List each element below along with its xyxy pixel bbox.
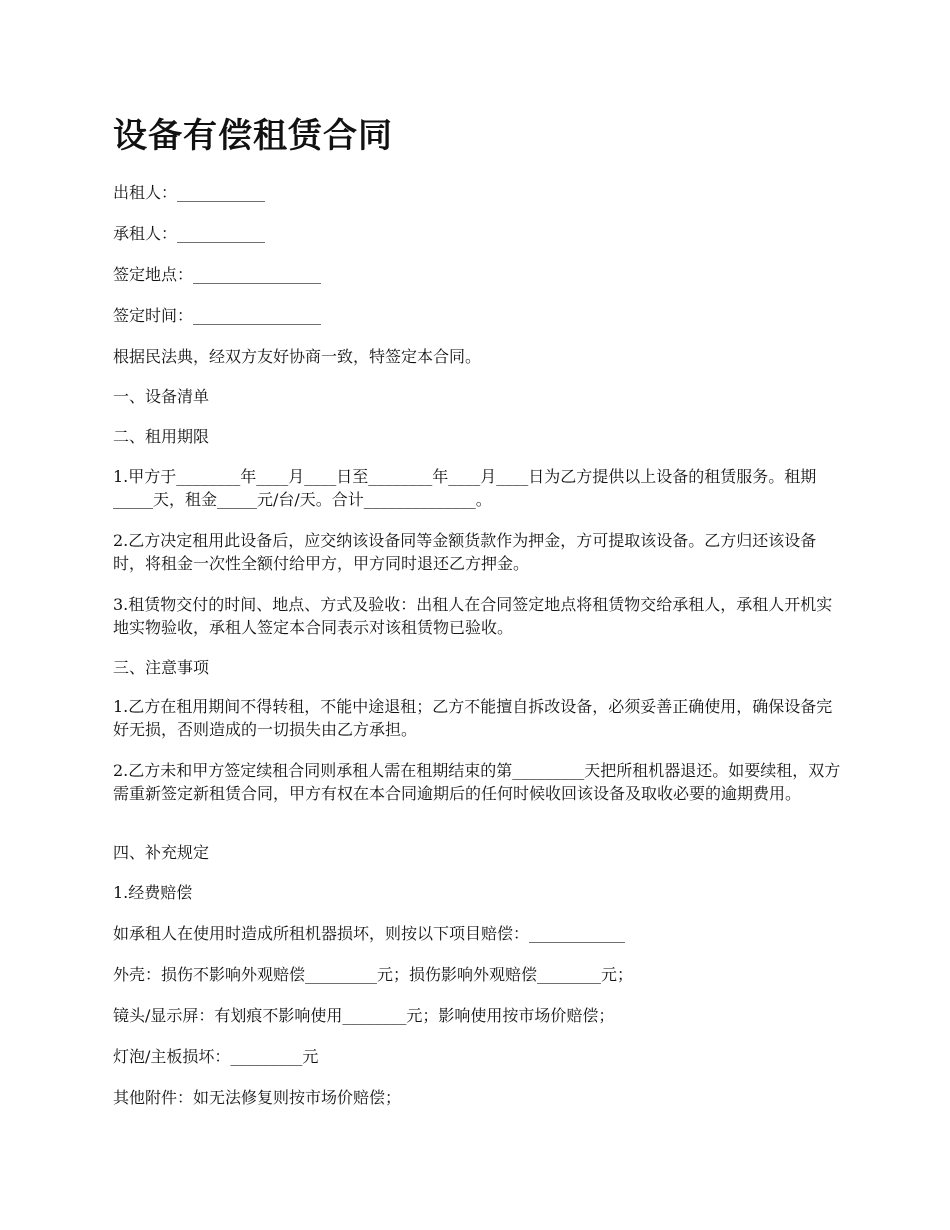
clause-bulb-board-compensation: 灯泡/主板损坏：_________元 [113,1047,319,1066]
section-heading-notes: 三、注意事项 [113,658,210,677]
clause-renewal: 2.乙方未和甲方签定续租合同则承租人需在租期结束的第_________天把所租机器退还。如要续租，双方需重新签定新租赁合同，甲方有权在本合同逾期后的任何时候收回该设备及取收必要的逾期费用。 [113,761,841,803]
signing-time-field: 签定时间：________________ [113,306,322,325]
section-heading-lease-term: 二、租用期限 [113,427,210,446]
section-heading-supplementary: 四、补充规定 [113,843,210,862]
clause-compensation-heading: 1.经费赔偿 [113,883,193,902]
lessor-field: 出租人：___________ [113,183,266,202]
clause-casing-compensation: 外壳：损伤不影响外观赔偿_________元；损伤影响外观赔偿________元； [113,965,634,984]
signing-location-field: 签定地点：________________ [113,265,322,284]
clause-lease-period: 1.甲方于________年____月____日至________年____月____日为乙方提供以上设备的租赁服务。租期_____天，租金_____元/台/天。合计______________。 [113,467,817,509]
document-title: 设备有偿租赁合同 [113,116,393,156]
preamble: 根据民法典，经双方友好协商一致，特签定本合同。 [113,347,482,366]
lessee-field: 承租人：___________ [113,224,266,243]
clause-deposit: 2.乙方决定租用此设备后，应交纳该设备同等金额货款作为押金，方可提取该设备。乙方归还该设备时，将租金一次性全额付给甲方，甲方同时退还乙方押金。 [113,531,817,573]
clause-other-accessories: 其他附件：如无法修复则按市场价赔偿； [113,1088,402,1107]
section-heading-equipment-list: 一、设备清单 [113,387,210,406]
clause-compensation-intro: 如承租人在使用时造成所租机器损坏，则按以下项目赔偿：____________ [113,924,626,943]
clause-no-sublease: 1.乙方在租用期间不得转租，不能中途退租；乙方不能擅自拆改设备，必须妥善正确使用，确保设备完好无损，否则造成的一切损失由乙方承担。 [113,697,833,739]
clause-delivery-acceptance: 3.租赁物交付的时间、地点、方式及验收：出租人在合同签定地点将租赁物交给承租人，承租人开机实地实物验收，承租人签定本合同表示对该租赁物已验收。 [113,595,833,637]
clause-lens-screen-compensation: 镜头/显示屏：有划痕不影响使用________元；影响使用按市场价赔偿； [113,1006,615,1025]
